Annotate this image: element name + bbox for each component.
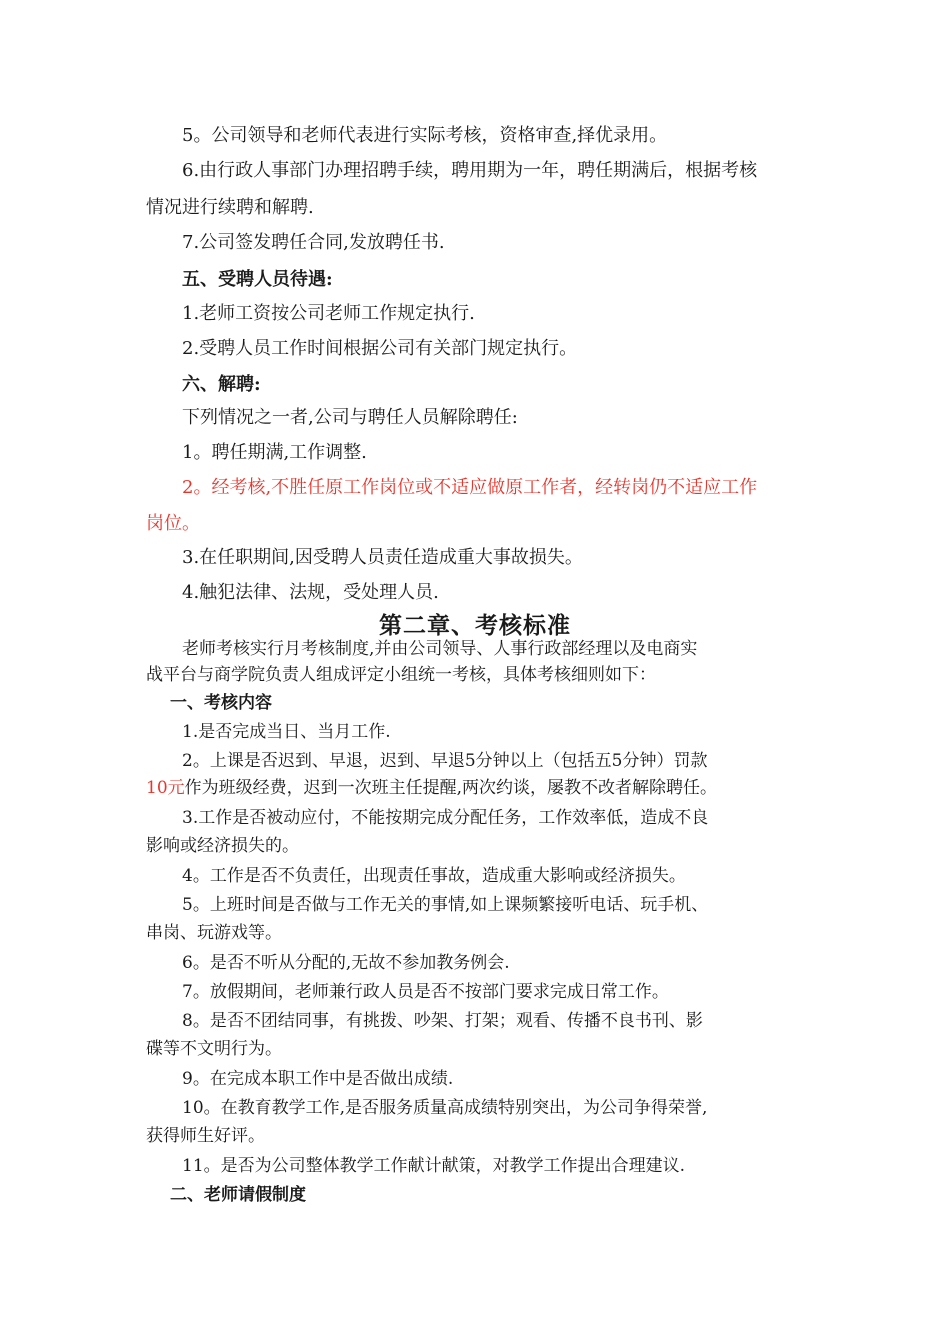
section-heading: 一、考核内容: [170, 693, 272, 713]
list-item: 9。在完成本职工作中是否做出成绩.: [182, 1069, 454, 1089]
text-line: 下列情况之一者,公司与聘任人员解除聘任:: [182, 407, 518, 428]
list-item: 1.是否完成当日、当月工作.: [182, 722, 391, 742]
list-item: 11。是否为公司整体教学工作献计献策，对教学工作提出合理建议.: [182, 1156, 686, 1176]
text-line: 4.触犯法律、法规，受处理人员.: [182, 582, 439, 603]
text-line: 老师考核实行月考核制度,并由公司领导、人事行政部经理以及电商实: [182, 639, 698, 659]
list-item-continuation: 串岗、玩游戏等。: [146, 923, 282, 943]
text-line: 情况进行续聘和解聘.: [146, 197, 314, 218]
list-item-continuation: 碟等不文明行为。: [146, 1039, 282, 1059]
text-line: 1.老师工资按公司老师工作规定执行.: [182, 303, 475, 324]
text-line: 6.由行政人事部门办理招聘手续，聘用期为一年，聘任期满后，根据考核: [182, 160, 758, 181]
list-item: 6。是否不听从分配的,无故不参加教务例会.: [182, 953, 510, 973]
list-item: 4。工作是否不负责任，出现责任事故，造成重大影响或经济损失。: [182, 866, 686, 886]
highlighted-text-line: 岗位。: [146, 513, 200, 534]
list-item: 3.工作是否被动应付，不能按期完成分配任务，工作效率低，造成不良: [182, 808, 709, 828]
text-span: 作为班级经费，迟到一次班主任提醒,两次约谈，屡教不改者解除聘任。: [184, 778, 718, 798]
section-heading: 二、老师请假制度: [170, 1185, 306, 1205]
text-line: 3.在任职期间,因受聘人员责任造成重大事故损失。: [182, 547, 583, 568]
list-item-continuation: 获得师生好评。: [146, 1126, 265, 1146]
list-item: 8。是否不团结同事，有挑拨、吵架、打架；观看、传播不良书刊、影: [182, 1011, 703, 1031]
section-heading: 六、解聘:: [182, 374, 261, 395]
text-line: 5。公司领导和老师代表进行实际考核，资格审查,择优录用。: [182, 125, 668, 146]
list-item: 5。上班时间是否做与工作无关的事情,如上课频繁接听电话、玩手机、: [182, 895, 709, 915]
text-line: 1。聘任期满,工作调整.: [182, 442, 367, 463]
fine-amount: 10元: [146, 778, 185, 798]
text-line: 7.公司签发聘任合同,发放聘任书.: [182, 232, 445, 253]
list-item: 2。上课是否迟到、早退，迟到、早退5分钟以上（包括五5分钟）罚款: [182, 751, 708, 771]
list-item: 7。放假期间，老师兼行政人员是否不按部门要求完成日常工作。: [182, 982, 669, 1002]
text-line: 2.受聘人员工作时间根据公司有关部门规定执行。: [182, 338, 578, 359]
highlighted-text-line: 2。经考核,不胜任原工作岗位或不适应做原工作者，经转岗仍不适应工作: [182, 477, 758, 498]
list-item-continuation: 影响或经济损失的。: [146, 836, 299, 856]
chapter-title: 第二章、考核标准: [379, 612, 571, 639]
list-item-continuation: [146, 777, 717, 799]
section-heading: 五、受聘人员待遇:: [182, 269, 333, 290]
list-item: 10。在教育教学工作,是否服务质量高成绩特别突出，为公司争得荣誉,: [182, 1098, 708, 1118]
text-line: 战平台与商学院负责人组成评定小组统一考核，具体考核细则如下：: [146, 665, 656, 685]
